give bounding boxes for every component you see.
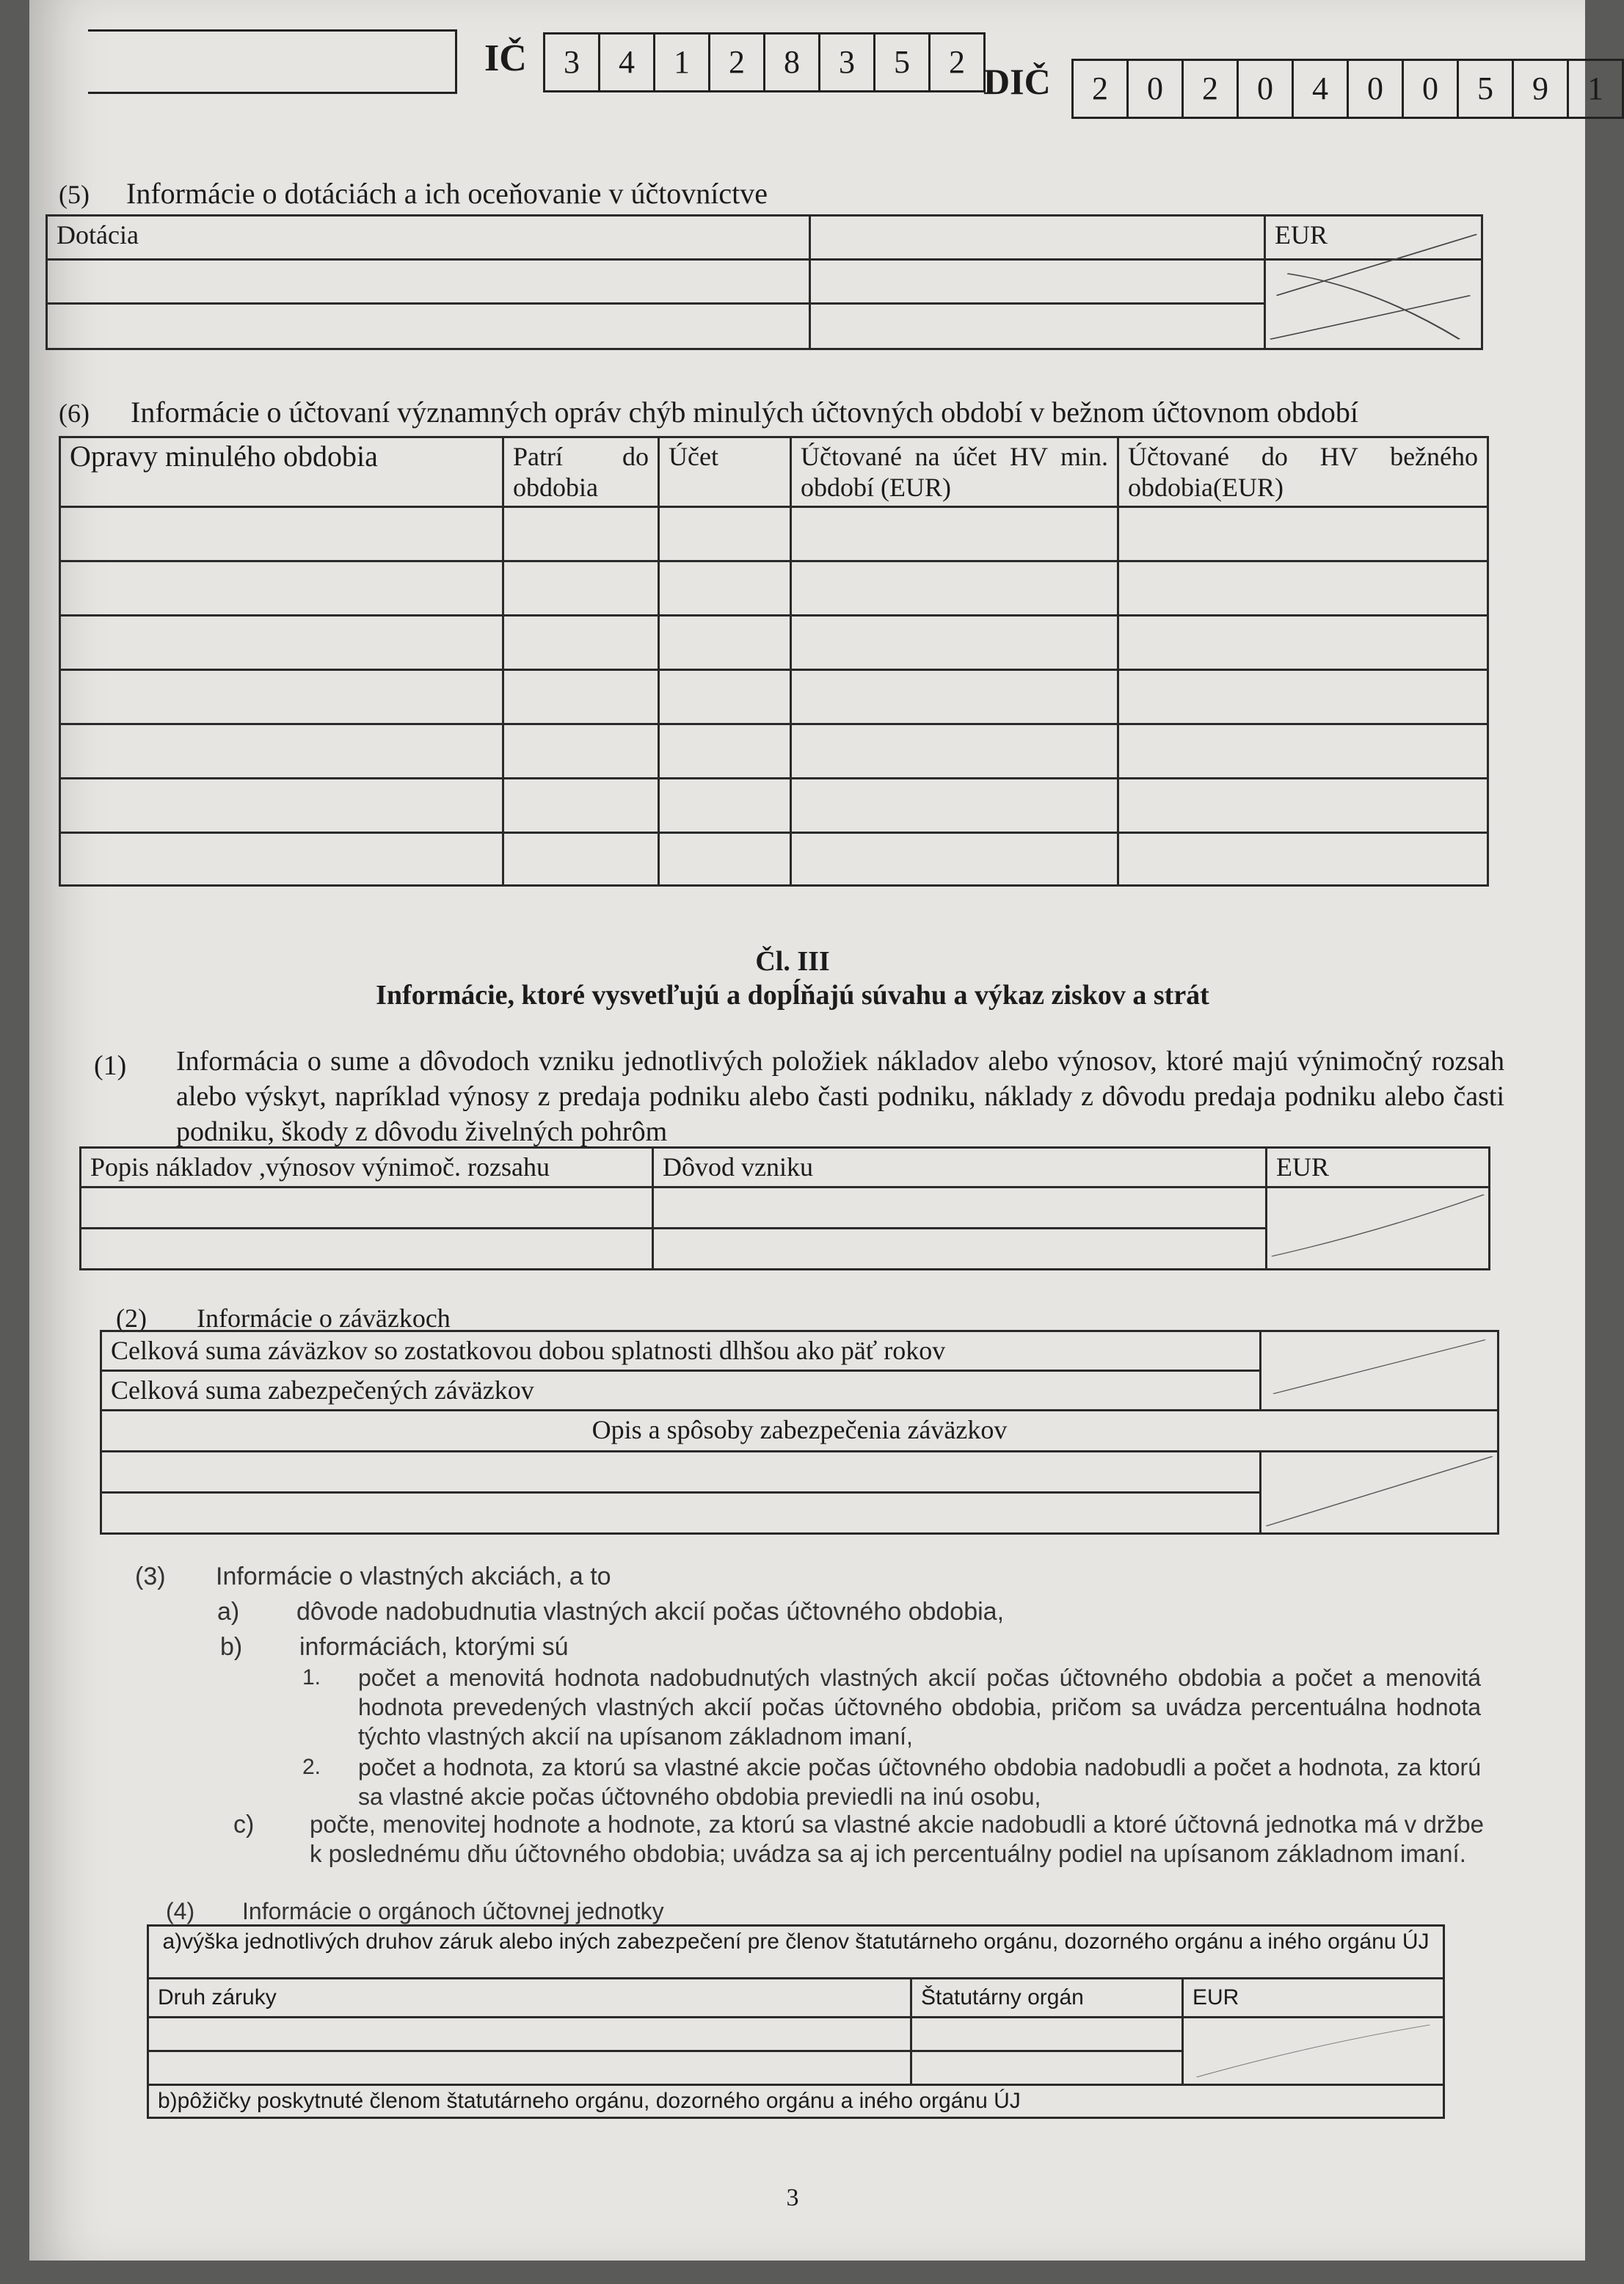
table-cell[interactable] xyxy=(81,1229,653,1270)
p3-b2-text: počet a hodnota, za ktorú sa vlastné akcie počas účtovného obdobia nadobudli a počet a hodnota, za ktorú sa vlastné akcie počas účtovného obdobia previedli na inú osobu, xyxy=(358,1754,1481,1810)
table-cell[interactable] xyxy=(101,1493,1261,1534)
p3-c-text: počte, menovitej hodnote a hodnote, za ktorú sa vlastné akcie nadobudli a ktoré účtovná jednotka má v držbe k poslednému dňu účtovného obdobia; uvádza sa aj ich percentuálny podiel na upísanom základnom imaní. xyxy=(310,1811,1484,1867)
table-cell[interactable] xyxy=(653,1229,1267,1270)
table-cell[interactable] xyxy=(1118,561,1488,616)
strike-mark xyxy=(1261,1452,1497,1532)
p3-b1-label: 1. xyxy=(302,1665,321,1690)
p1-number: (1) xyxy=(94,1050,127,1081)
dic-digit: 4 xyxy=(1292,61,1347,117)
table-cell[interactable] xyxy=(791,724,1118,779)
long-term-liabilities-label: Celková suma záväzkov so zostatkovou dobou splatnosti dlhšou ako päť rokov xyxy=(101,1331,1261,1371)
bodies-table xyxy=(147,1924,1445,2119)
col-uctovane-min: Účtované na účet HV min. období (EUR) xyxy=(791,437,1118,507)
col-patri: Patrí do obdobia xyxy=(503,437,659,507)
table-cell[interactable] xyxy=(1118,833,1488,886)
col-blank xyxy=(810,216,1265,260)
ic-digit: 4 xyxy=(598,34,653,90)
dic-digit: 1 xyxy=(1567,61,1622,117)
table-cell[interactable] xyxy=(503,833,659,886)
section-5-number: (5) xyxy=(59,180,90,209)
p2-title: Informácie o záväzkoch xyxy=(197,1303,451,1333)
table-cell[interactable] xyxy=(911,2051,1183,2085)
exceptional-items-table xyxy=(79,1146,1490,1270)
dic-digit: 2 xyxy=(1092,70,1108,106)
table-cell[interactable] xyxy=(60,670,503,724)
section-6-number: (6) xyxy=(59,399,90,428)
table-cell[interactable] xyxy=(791,507,1118,561)
table-cell[interactable] xyxy=(810,260,1265,304)
ic-digit: 2 xyxy=(708,34,763,90)
crossed-out-cell xyxy=(1267,1188,1490,1270)
table-cell[interactable] xyxy=(60,616,503,670)
liability-security-description-header: Opis a spôsoby zabezpečenia záväzkov xyxy=(101,1411,1499,1452)
p3-b2-label: 2. xyxy=(302,1755,321,1779)
p3-b1-text: počet a menovitá hodnota nadobudnutých vlastných akcií počas účtovného obdobia a počet a menovitá hodnota prevedených vlastných akcií počas účtovného obdobia, pričom sa uvádza percentuálna hodnota týchto vlastných akcií na upísanom základnom imaní, xyxy=(358,1665,1481,1750)
ic-digit: 8 xyxy=(763,34,818,90)
guarantees-heading: a)výška jednotlivých druhov záruk alebo iných zabezpečení pre členov štatutárneho orgánu, dozorného orgánu a iného orgánu ÚJ xyxy=(148,1926,1444,1979)
p4-number: (4) xyxy=(166,1898,195,1924)
corrections-table xyxy=(59,436,1489,887)
section-6-heading xyxy=(59,396,1358,429)
dic-digit: 0 xyxy=(1347,61,1402,117)
section-5-heading xyxy=(59,178,768,211)
dic-label: DIČ xyxy=(983,61,1051,102)
secured-liabilities-label: Celková suma zabezpečených záväzkov xyxy=(101,1371,1261,1411)
table-cell[interactable] xyxy=(47,304,810,349)
strike-mark xyxy=(1266,261,1481,348)
table-cell[interactable] xyxy=(791,616,1118,670)
crossed-out-cell xyxy=(1261,1331,1499,1411)
p3-a-label: a) xyxy=(217,1598,240,1626)
table-cell[interactable] xyxy=(791,670,1118,724)
p2-number: (2) xyxy=(116,1303,147,1333)
col-ucet: Účet xyxy=(659,437,791,507)
table-cell[interactable] xyxy=(503,616,659,670)
p4-heading xyxy=(166,1896,664,1926)
table-cell[interactable] xyxy=(60,561,503,616)
ic-label: IČ xyxy=(484,37,527,79)
p3-b-text: informáciách, ktorými sú xyxy=(299,1633,569,1661)
table-cell[interactable] xyxy=(503,724,659,779)
col-dovod: Dôvod vzniku xyxy=(653,1148,1267,1188)
table-cell[interactable] xyxy=(659,616,791,670)
name-field-box[interactable] xyxy=(88,29,457,94)
table-cell[interactable] xyxy=(503,561,659,616)
strike-mark xyxy=(1184,2018,1443,2084)
article-heading: Čl. III xyxy=(755,946,830,977)
crossed-out-cell xyxy=(1261,1452,1499,1534)
p3-b-label: b) xyxy=(220,1633,243,1661)
table-cell[interactable] xyxy=(60,779,503,833)
table-cell[interactable] xyxy=(101,1452,1261,1493)
dic-digit: 2 xyxy=(1181,61,1237,117)
ic-digit: 1 xyxy=(653,34,708,90)
col-opravy: Opravy minulého obdobia xyxy=(60,437,503,507)
col-eur: EUR xyxy=(1183,1979,1444,2018)
col-dotacia: Dotácia xyxy=(47,216,810,260)
page-number: 3 xyxy=(786,2184,799,2211)
p3-c-label: c) xyxy=(233,1811,255,1839)
dic-digit: 5 xyxy=(1457,61,1512,117)
p4-title: Informácie o orgánoch účtovnej jednotky xyxy=(242,1898,664,1924)
col-eur: EUR xyxy=(1265,216,1482,260)
table-cell[interactable] xyxy=(1118,616,1488,670)
table-cell[interactable] xyxy=(60,507,503,561)
table-cell[interactable] xyxy=(1118,724,1488,779)
strike-mark xyxy=(1267,1188,1488,1268)
table-cell[interactable] xyxy=(60,833,503,886)
ic-digit: 2 xyxy=(928,34,983,90)
table-cell[interactable] xyxy=(148,2051,911,2085)
table-cell[interactable] xyxy=(1118,507,1488,561)
table-cell[interactable] xyxy=(659,670,791,724)
table-cell[interactable] xyxy=(791,779,1118,833)
table-cell[interactable] xyxy=(791,833,1118,886)
col-eur: EUR xyxy=(1267,1148,1490,1188)
article-subheading: Informácie, ktoré vysvetľujú a dopĺňajú súvahu a výkaz ziskov a strát xyxy=(376,980,1209,1011)
crossed-out-cell xyxy=(1265,260,1482,349)
table-cell[interactable] xyxy=(81,1188,653,1229)
p3-number: (3) xyxy=(135,1563,166,1590)
table-cell[interactable] xyxy=(659,833,791,886)
ic-digit: 3 xyxy=(818,34,873,90)
table-cell[interactable] xyxy=(148,2018,911,2051)
ic-digit-boxes xyxy=(543,32,986,92)
table-cell[interactable] xyxy=(791,561,1118,616)
col-druh-zaruky: Druh záruky xyxy=(148,1979,911,2018)
p3-title: Informácie o vlastných akciách, a to xyxy=(216,1563,611,1590)
col-statutarny-organ: Štatutárny orgán xyxy=(911,1979,1183,2018)
dic-digit: 0 xyxy=(1402,61,1457,117)
dic-digit: 0 xyxy=(1126,61,1181,117)
crossed-out-cell xyxy=(1183,2018,1444,2085)
table-cell[interactable] xyxy=(659,779,791,833)
p3-a-text: dôvode nadobudnutia vlastných akcií počas účtovného obdobia, xyxy=(296,1598,1005,1626)
table-cell[interactable] xyxy=(503,670,659,724)
dic-digit: 0 xyxy=(1237,61,1292,117)
table-cell[interactable] xyxy=(1118,670,1488,724)
table-cell[interactable] xyxy=(659,507,791,561)
table-cell[interactable] xyxy=(810,304,1265,349)
table-cell[interactable] xyxy=(911,2018,1183,2051)
ic-digit: 3 xyxy=(564,44,580,80)
dic-digit: 9 xyxy=(1512,61,1567,117)
table-cell[interactable] xyxy=(659,561,791,616)
dic-digit-boxes xyxy=(1071,59,1624,119)
table-cell[interactable] xyxy=(653,1188,1267,1229)
section-6-title: Informácie o účtovaní významných opráv chýb minulých účtovných období v bežnom účtovnom období xyxy=(131,396,1358,429)
table-cell[interactable] xyxy=(659,724,791,779)
strike-mark xyxy=(1261,1332,1497,1409)
subsidies-table xyxy=(45,214,1483,350)
col-popis: Popis nákladov ,výnosov výnimoč. rozsahu xyxy=(81,1148,653,1188)
table-cell[interactable] xyxy=(503,779,659,833)
table-cell[interactable] xyxy=(47,260,810,304)
form-page xyxy=(29,0,1603,2261)
loans-heading: b)pôžičky poskytnuté členom štatutárneho orgánu, dozorného orgánu a iného orgánu ÚJ xyxy=(148,2085,1444,2118)
col-uctovane-bezne: Účtované do HV bežného obdobia(EUR) xyxy=(1118,437,1488,507)
ic-digit: 5 xyxy=(873,34,928,90)
p1-text: Informácia o sume a dôvodoch vzniku jednotlivých položiek nákladov alebo výnosov, ktoré majú výnimočný rozsah alebo výskyt, napríklad výnosy z predaja podniku alebo časti podniku, náklady z dôvodu predaja podniku alebo časti podniku, škody z dôvodu živelných pohrôm xyxy=(176,1046,1504,1147)
liabilities-table xyxy=(100,1330,1499,1535)
section-5-title: Informácie o dotáciách a ich oceňovanie v účtovníctve xyxy=(126,177,768,210)
table-cell[interactable] xyxy=(503,507,659,561)
table-cell[interactable] xyxy=(60,724,503,779)
table-cell[interactable] xyxy=(1118,779,1488,833)
p3-heading xyxy=(135,1562,611,1591)
